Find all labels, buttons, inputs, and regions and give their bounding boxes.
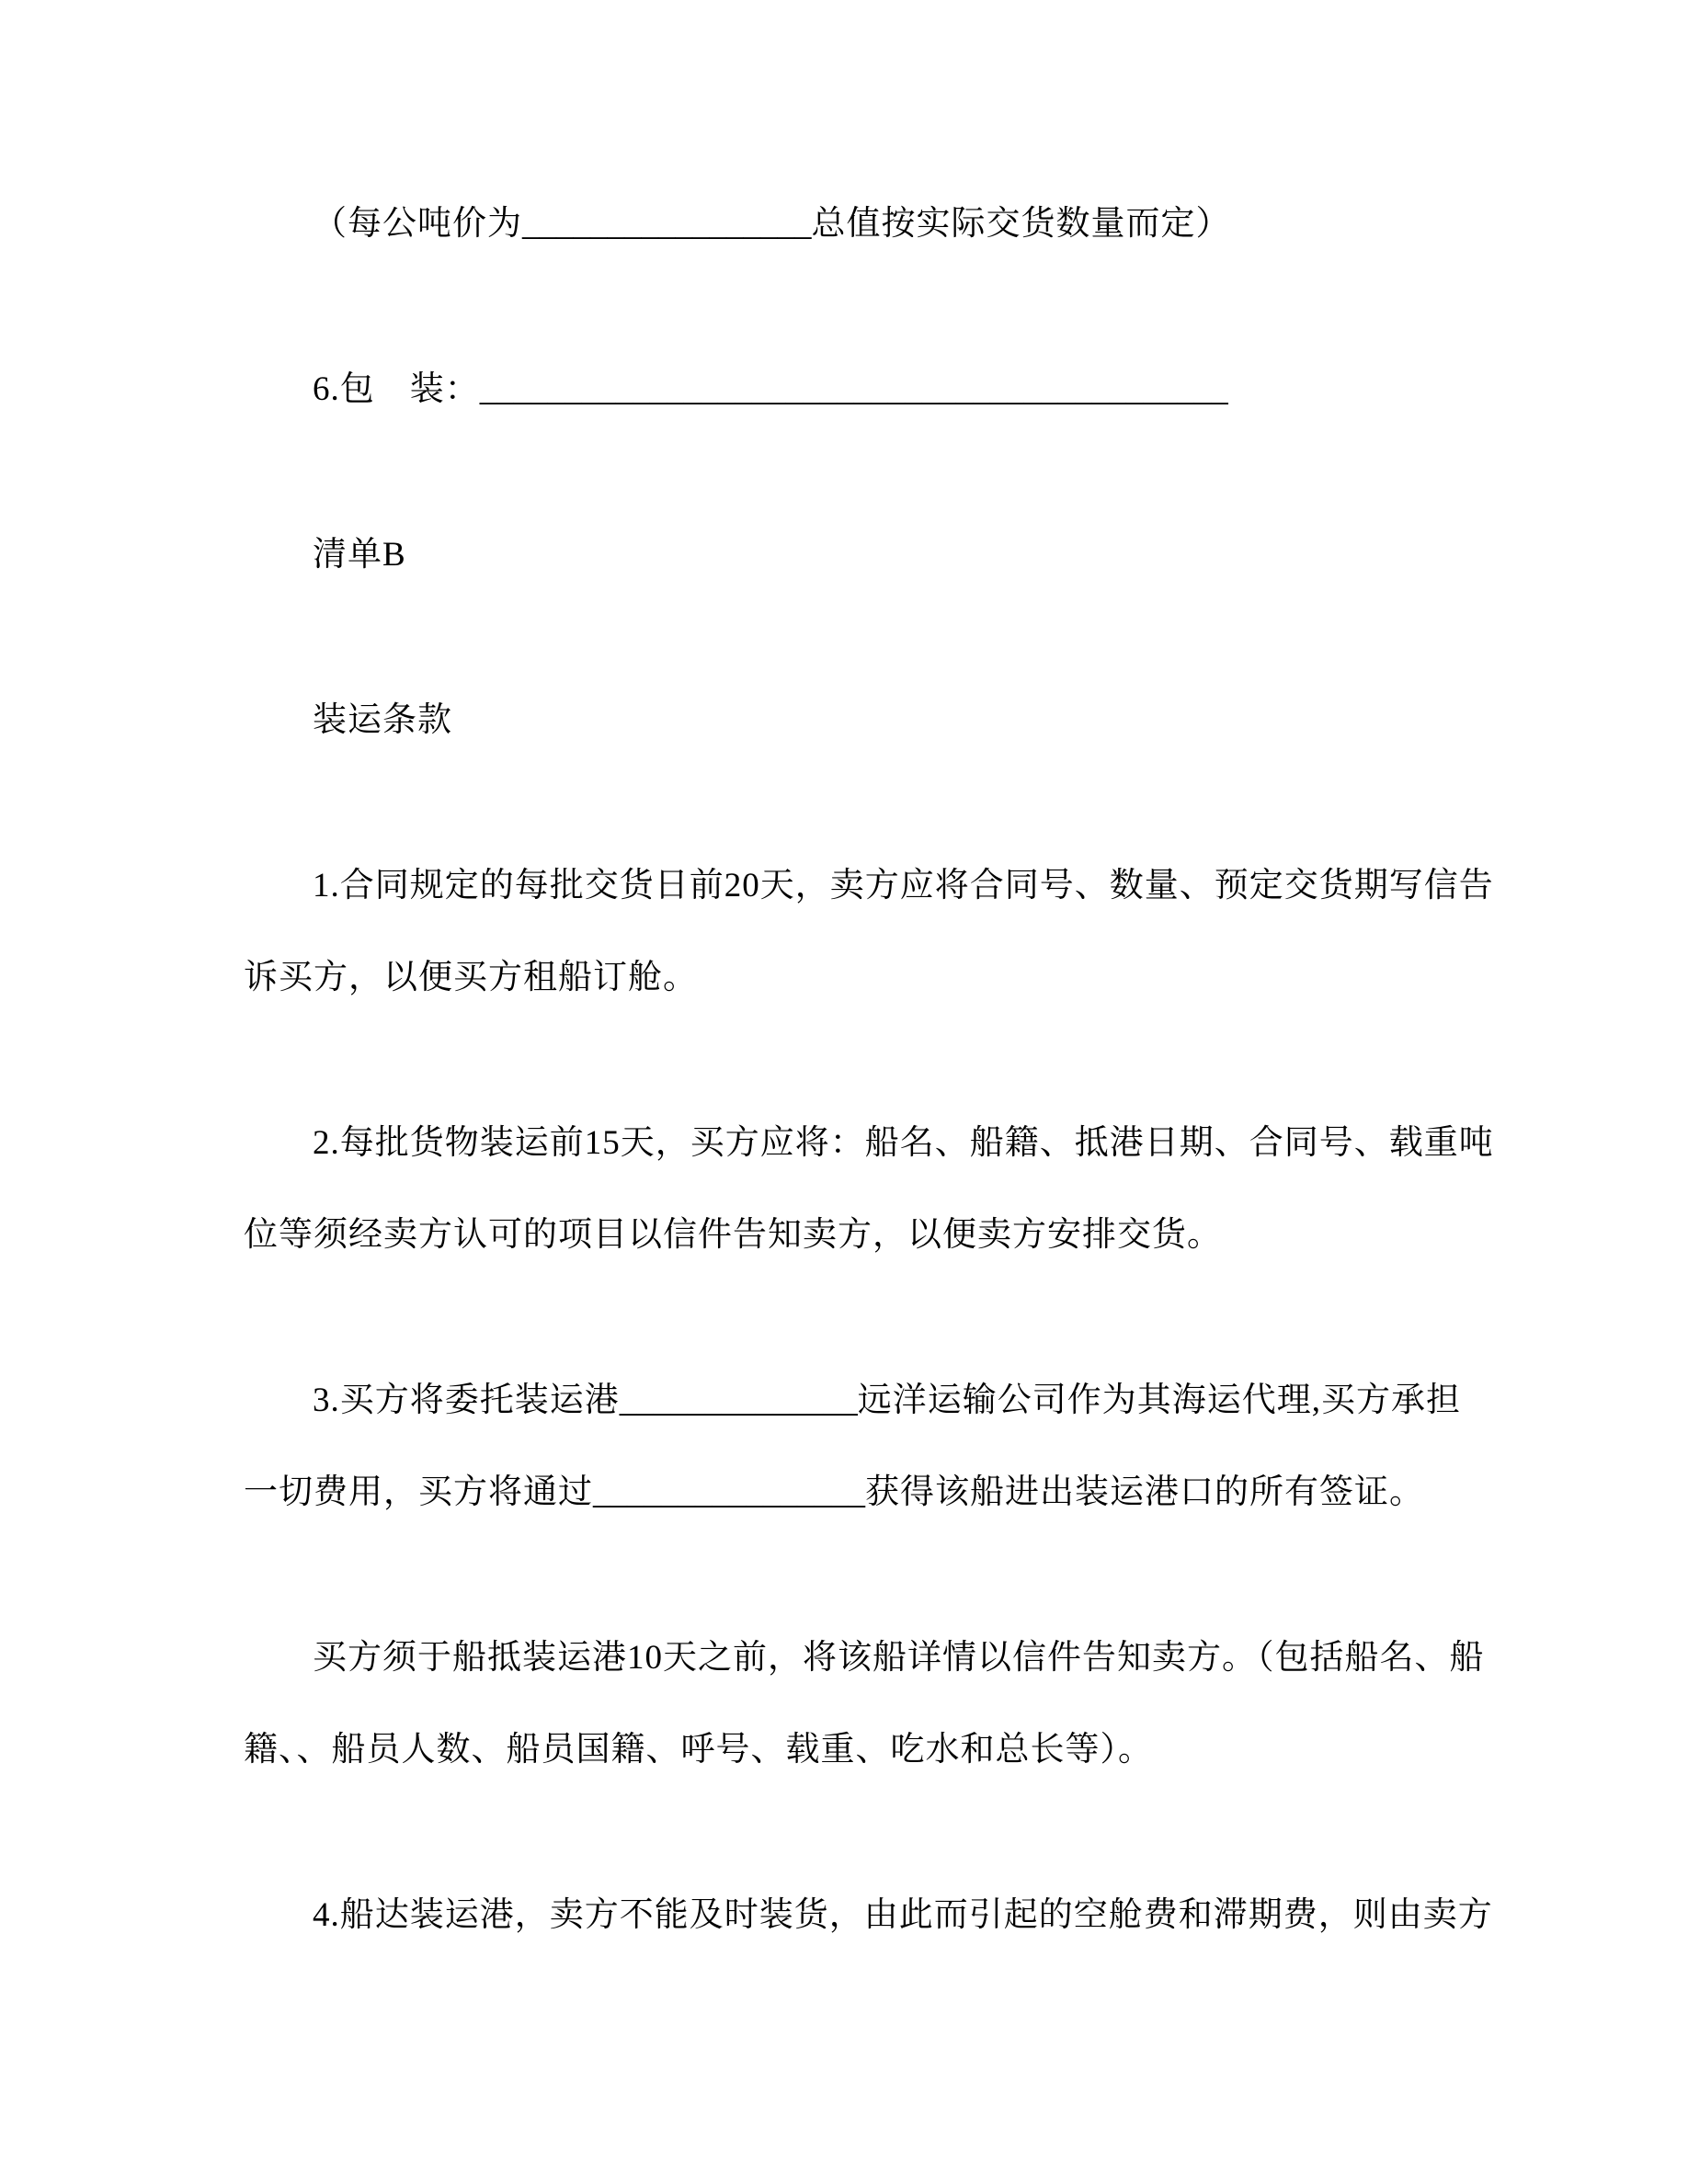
fill-in-blank-field: ______________ xyxy=(619,1382,858,1419)
text-run: 位等须经卖方认可的项目以信件告知卖方，以便卖方安排交货。 xyxy=(244,1216,1222,1254)
packing-clause xyxy=(244,344,1448,436)
clause-2-shipping-notice xyxy=(244,1098,1494,1281)
text-run: 装运条款 xyxy=(313,701,452,739)
document-line xyxy=(244,1098,1494,1189)
clause-3-shipping-agent xyxy=(244,1355,1461,1539)
document-line xyxy=(244,1612,1485,1704)
document-line xyxy=(244,1704,1448,1796)
document-line xyxy=(244,1447,1448,1539)
text-run: （每公吨价为 xyxy=(313,205,522,243)
document-line xyxy=(244,1189,1448,1281)
text-run: 诉买方，以便买方租船订舱。 xyxy=(244,959,698,996)
document-line xyxy=(244,509,1448,601)
price-per-ton-note xyxy=(244,178,1448,270)
text-run: 清单B xyxy=(313,536,406,574)
fill-in-blank-field: ________________ xyxy=(593,1473,865,1511)
document-line xyxy=(244,344,1448,436)
text-run: 籍、、船员人数、船员国籍、呼号、载重、吃水和总长等）。 xyxy=(244,1731,1153,1769)
text-run: 2.每批货物装运前15天，买方应将：船名、船籍、抵港日期、合同号、载重吨 xyxy=(313,1124,1494,1162)
text-run: 获得该船进出装运港口的所有签证。 xyxy=(865,1473,1424,1511)
document-line xyxy=(244,178,1448,270)
text-run: 4.船达装运港，卖方不能及时装货，由此而引起的空舱费和滞期费，则由卖方 xyxy=(313,1896,1493,1934)
text-run: 远洋运输公司作为其海运代理,买方承担 xyxy=(857,1382,1461,1419)
document-line xyxy=(244,1355,1461,1447)
text-run: 6.包 装： xyxy=(313,370,480,408)
clause-1-delivery-notice xyxy=(244,840,1494,1024)
shipment-terms-heading xyxy=(244,675,1448,767)
text-run: 买方须于船抵装运港10天之前，将该船详情以信件告知卖方。（包括船名、船 xyxy=(313,1639,1485,1677)
document-line xyxy=(244,840,1494,932)
text-run: 1.合同规定的每批交货日前20天，卖方应将合同号、数量、预定交货期写信告 xyxy=(313,867,1494,904)
list-b-heading xyxy=(244,509,1448,601)
clause-4-demurrage xyxy=(244,1870,1493,1962)
fill-in-blank-field: ____________________________________________ xyxy=(479,370,1228,408)
fill-in-blank-field: _________________ xyxy=(522,205,812,243)
vessel-details-clause xyxy=(244,1612,1485,1796)
text-run: 3.买方将委托装运港 xyxy=(313,1382,620,1419)
document-line xyxy=(244,1870,1493,1962)
document-line xyxy=(244,932,1448,1024)
text-run: 总值按实际交货数量而定） xyxy=(811,205,1231,243)
document-content xyxy=(244,0,1494,2035)
text-run: 一切费用，买方将通过 xyxy=(244,1473,593,1511)
document-line xyxy=(244,675,1448,767)
